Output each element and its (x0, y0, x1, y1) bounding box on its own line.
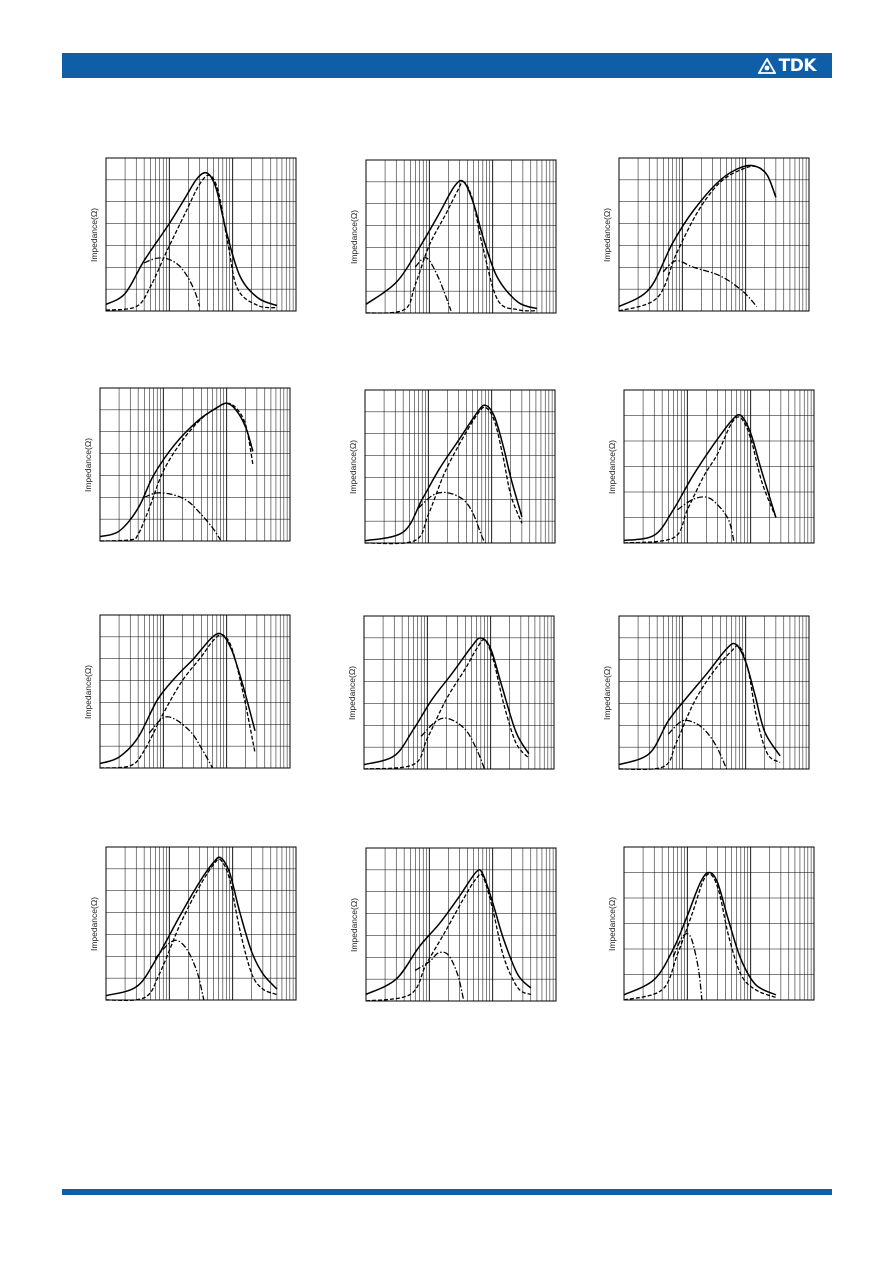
grid (100, 615, 290, 768)
y-axis-label: Impedance(Ω) (607, 896, 617, 951)
curve-dashed (100, 403, 253, 541)
y-axis-label-box (343, 390, 363, 543)
y-axis-label-box (78, 388, 98, 541)
curve-dash-dot (668, 720, 726, 769)
grid (366, 160, 556, 313)
plot-frame (106, 847, 296, 1000)
grid (619, 616, 809, 769)
curve-dash-dot (415, 952, 464, 1001)
curve-dash-dot (155, 940, 204, 1000)
chart-plot (100, 615, 290, 768)
impedance-chart (607, 847, 814, 1000)
y-axis-label-box (344, 848, 364, 1001)
y-axis-label: Impedance(Ω) (349, 209, 359, 264)
curve-solid (624, 415, 776, 541)
curve-solid (619, 165, 776, 306)
impedance-chart (602, 616, 809, 769)
chart-plot (366, 848, 556, 1001)
grid (106, 158, 296, 311)
grid (364, 616, 554, 769)
y-axis-label: Impedance(Ω) (89, 896, 99, 951)
y-axis-label-box (84, 158, 104, 311)
y-axis-label: Impedance(Ω) (607, 439, 617, 494)
grid (100, 388, 290, 541)
impedance-chart (602, 158, 809, 311)
header-bar (62, 53, 832, 78)
chart-plot (619, 616, 809, 769)
plot-frame (366, 848, 556, 1001)
chart-plot (619, 158, 809, 311)
y-axis-label: Impedance(Ω) (349, 897, 359, 952)
curve-dashed (100, 635, 255, 768)
grid (365, 390, 555, 543)
y-axis-label-box (602, 847, 622, 1000)
impedance-chart (347, 616, 554, 769)
y-axis-label-box (597, 158, 617, 311)
plot-frame (100, 388, 290, 541)
plot-frame (619, 158, 809, 311)
tdk-logo-text: TDK (778, 55, 816, 76)
curve-solid (106, 857, 277, 995)
y-axis-label-box (597, 616, 617, 769)
curve-dashed (619, 645, 780, 769)
chart-plot (106, 158, 296, 311)
curve-dash-dot (415, 258, 451, 311)
curve-solid (100, 403, 253, 536)
plot-frame (106, 158, 296, 311)
y-axis-label: Impedance(Ω) (83, 664, 93, 719)
tdk-logo (758, 55, 816, 76)
chart-plot (366, 160, 556, 313)
y-axis-label-box (342, 616, 362, 769)
y-axis-label: Impedance(Ω) (89, 207, 99, 262)
impedance-chart (83, 615, 290, 768)
curve-dashed (106, 175, 277, 310)
chart-plot (624, 390, 814, 543)
tdk-logo-icon (758, 58, 776, 74)
plot-frame (364, 616, 554, 769)
curve-solid (619, 643, 780, 764)
y-axis-label: Impedance(Ω) (83, 437, 93, 492)
footer-bar (62, 1189, 832, 1195)
curve-solid (365, 405, 522, 541)
curve-dashed (106, 859, 277, 1000)
impedance-chart (349, 848, 556, 1001)
curve-dash-dot (421, 718, 484, 769)
curve-solid (106, 173, 277, 306)
chart-plot (106, 847, 296, 1000)
y-axis-label: Impedance(Ω) (347, 665, 357, 720)
impedance-chart (89, 847, 296, 1000)
curve-solid (100, 633, 255, 763)
plot-frame (365, 390, 555, 543)
y-axis-label: Impedance(Ω) (602, 665, 612, 720)
plot-frame (619, 616, 809, 769)
impedance-chart (607, 390, 814, 543)
impedance-chart (83, 388, 290, 541)
y-axis-label-box (602, 390, 622, 543)
grid (624, 847, 814, 1000)
chart-plot (364, 616, 554, 769)
grid (366, 848, 556, 1001)
y-axis-label: Impedance(Ω) (348, 439, 358, 494)
impedance-chart (89, 158, 296, 311)
grid (106, 847, 296, 1000)
plot-frame (366, 160, 556, 313)
curve-dashed (624, 417, 776, 543)
grid (619, 158, 809, 311)
chart-plot (100, 388, 290, 541)
y-axis-label-box (344, 160, 364, 313)
y-axis-label: Impedance(Ω) (602, 207, 612, 262)
y-axis-label-box (78, 615, 98, 768)
chart-plot (624, 847, 814, 1000)
impedance-chart (349, 160, 556, 313)
plot-frame (100, 615, 290, 768)
curve-solid (366, 180, 537, 308)
impedance-chart (348, 390, 555, 543)
y-axis-label-box (84, 847, 104, 1000)
chart-plot (365, 390, 555, 543)
grid (624, 390, 814, 543)
